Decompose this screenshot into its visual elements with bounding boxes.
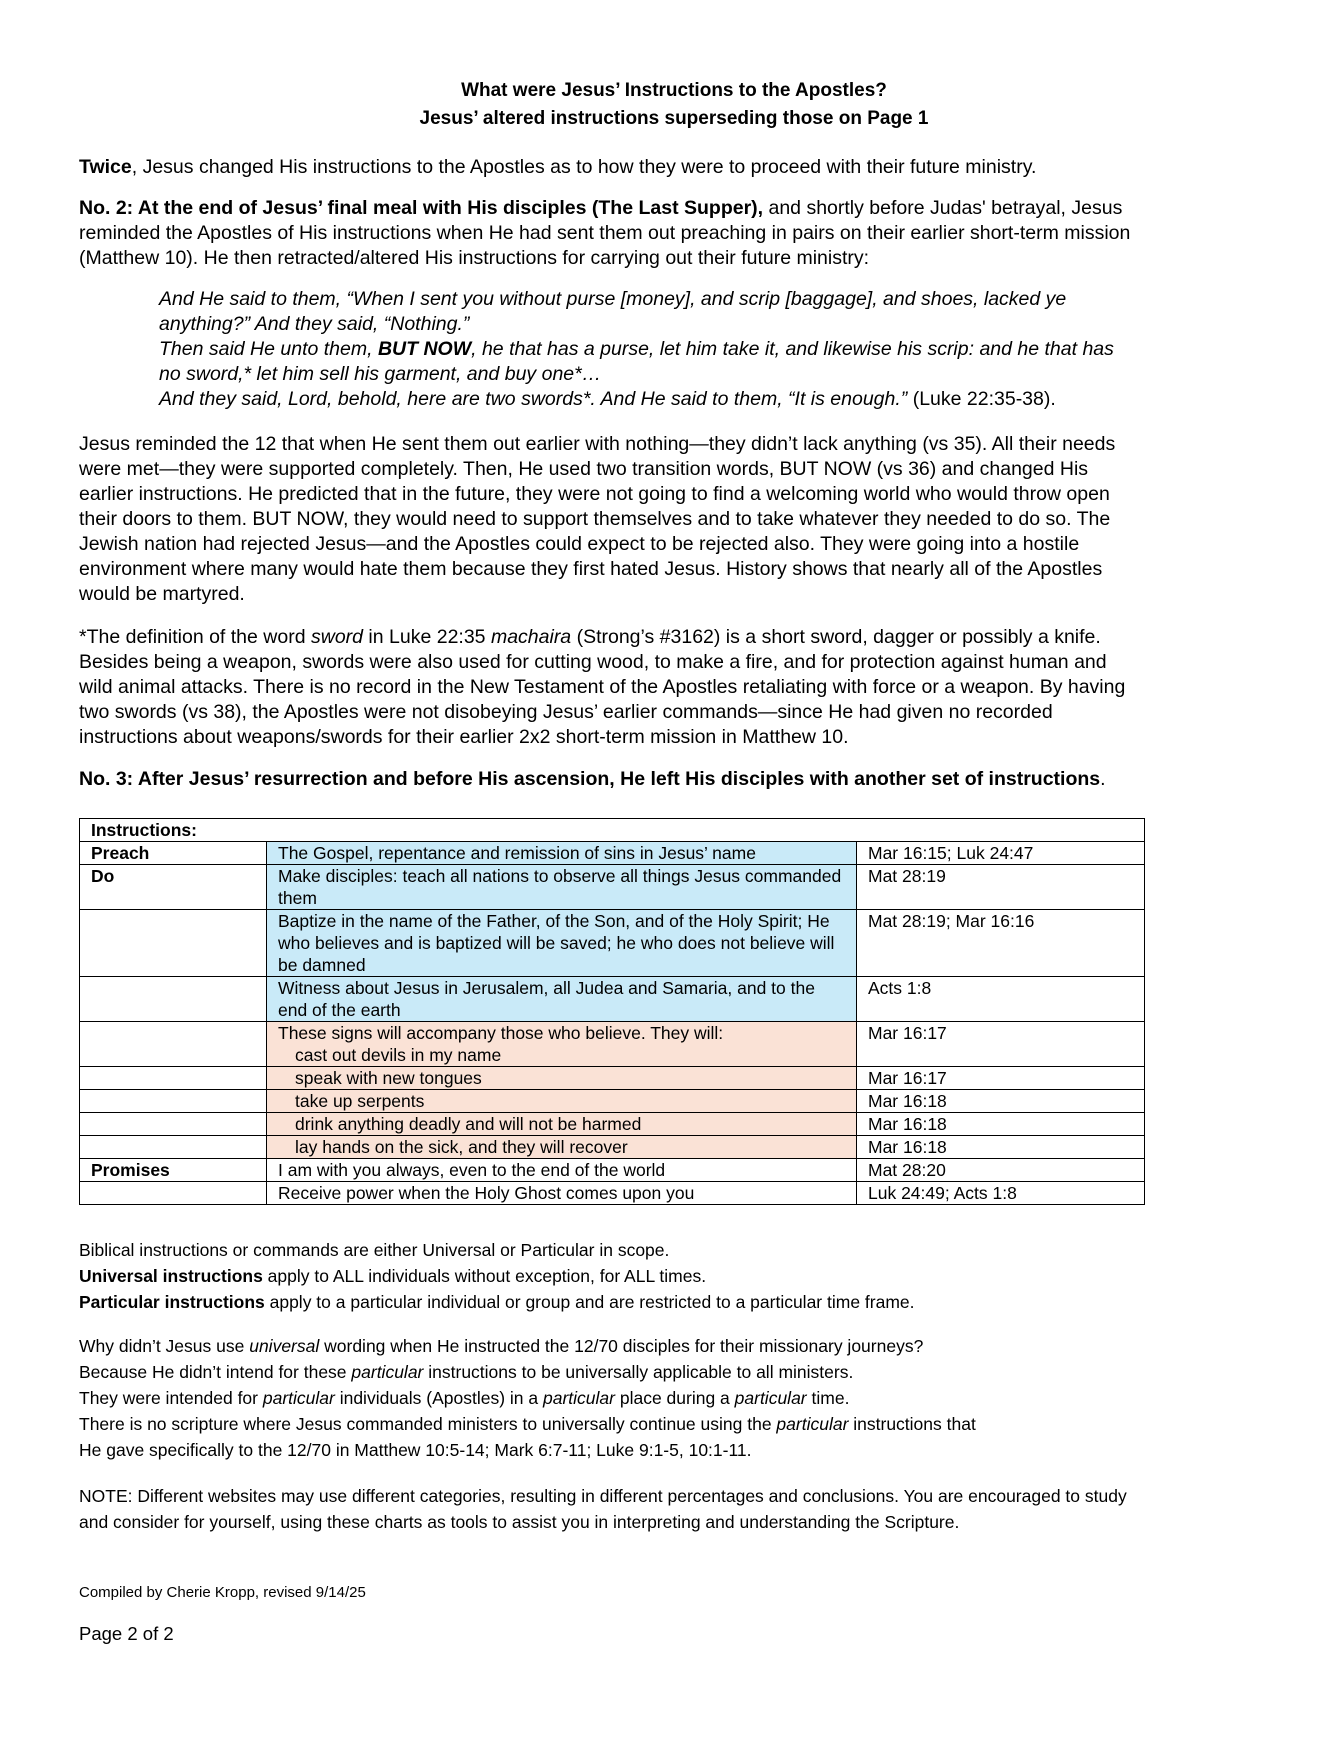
explanation-line: Jewish nation had rejected Jesus—and the Apostles could expect to be rejected also. They were going into a hostile: [79, 533, 1080, 555]
table-row: [80, 1159, 1145, 1182]
table-row: [80, 1067, 1145, 1090]
why-text: instructions that: [848, 1414, 976, 1434]
note-paragraph: [79, 1483, 1127, 1535]
explanation-line: Jesus reminded the 12 that when He sent them out earlier with nothing—they didn’t lack anything (vs 35). All their needs: [79, 433, 1116, 455]
instruction-cell: Baptize in the name of the Father, of the Son, and of the Holy Spirit; He who believes and is baptized will be saved; he who does not believe will be damned: [267, 910, 857, 977]
reference-cell: Luk 24:49; Acts 1:8: [857, 1182, 1145, 1205]
quote-text: And they said, Lord, behold, here are two swords*. And He said to them, “It is enough.”: [159, 388, 908, 410]
quote-line: no sword,* let him sell his garment, and buy one*…: [159, 363, 602, 385]
quote-citation: (Luke 22:35-38).: [907, 388, 1056, 410]
table-row: [80, 1182, 1145, 1205]
why-text: place during a: [614, 1388, 735, 1408]
why-text: wording when He instructed the 12/70 disciples for their missionary journeys?: [319, 1336, 924, 1356]
quote-line: And He said to them, “When I sent you without purse [money], and scrip [baggage], and shoes, lacked ye: [159, 288, 1067, 310]
table-row: [80, 1113, 1145, 1136]
scope-paragraph: [79, 1237, 915, 1315]
note-line: and consider for yourself, using these charts as tools to assist you in interpreting and understanding the Scripture.: [79, 1512, 960, 1532]
instruction-cell: [267, 1067, 857, 1090]
category-cell: Promises: [80, 1159, 267, 1182]
reference-cell: Mar 16:17: [857, 1022, 1145, 1067]
reference-cell: Mar 16:18: [857, 1113, 1145, 1136]
why-text: Because He didn’t intend for these: [79, 1362, 352, 1382]
note-line: instructions about weapons/swords for their earlier 2x2 short-term mission in Matthew 10.: [79, 726, 849, 748]
instruction-cell: [267, 1022, 857, 1067]
instruction-cell: Receive power when the Holy Ghost comes upon you: [267, 1182, 857, 1205]
reference-cell: Mat 28:19; Mar 16:16: [857, 910, 1145, 977]
table-row: [80, 1022, 1145, 1067]
quote-line: anything?” And they said, “Nothing.”: [159, 313, 470, 335]
note-text: in Luke 22:35: [363, 626, 491, 648]
no2-text: and shortly before Judas' betrayal, Jesus: [763, 197, 1123, 219]
scope-line: Biblical instructions or commands are either Universal or Particular in scope.: [79, 1240, 670, 1260]
table-row: [80, 865, 1145, 910]
why-text: There is no scripture where Jesus commanded ministers to universally continue using the: [79, 1414, 777, 1434]
why-text: They were intended for: [79, 1388, 263, 1408]
reference-cell: Mar 16:15; Luk 24:47: [857, 842, 1145, 865]
reference-cell: Acts 1:8: [857, 977, 1145, 1022]
intro-text: , Jesus changed His instructions to the Apostles as to how they were to proceed with their future ministry.: [131, 156, 1037, 178]
instruction-cell: Witness about Jesus in Jerusalem, all Judea and Samaria, and to the end of the earth: [267, 977, 857, 1022]
category-cell: Do: [80, 865, 267, 910]
explanation-line: environment where many would hate them because they first hated Jesus. History shows that nearly all of the Apostles: [79, 558, 1103, 580]
sign-item: lay hands on the sick, and they will recover: [295, 1137, 628, 1157]
why-line: He gave specifically to the 12/70 in Matthew 10:5-14; Mark 6:7-11; Luke 9:1-5, 10:1-11.: [79, 1440, 752, 1460]
explanation-paragraph: [79, 432, 1115, 607]
intro-paragraph: [79, 155, 1036, 180]
page-title: What were Jesus’ Instructions to the Apostles?: [461, 80, 887, 101]
quote-line: [159, 337, 1239, 362]
note-line: Besides being a weapon, swords were also used for cutting wood, to make a fire, and for protection against human and: [79, 651, 1107, 673]
instruction-cell: [267, 1113, 857, 1136]
why-paragraph: [79, 1333, 976, 1463]
category-cell: [80, 1090, 267, 1113]
instruction-cell: [267, 1090, 857, 1113]
note-line: two swords (vs 38), the Apostles were not disobeying Jesus’ earlier commands—since He had given no recorded: [79, 701, 1053, 723]
instruction-cell: [267, 1136, 857, 1159]
why-italic: particular: [351, 1362, 424, 1382]
quote-line: [159, 387, 1239, 412]
note-italic: machaira: [490, 626, 572, 648]
why-text: instructions to be universally applicable to all ministers.: [423, 1362, 854, 1382]
explanation-line: would be martyred.: [79, 583, 245, 605]
category-cell: [80, 1182, 267, 1205]
sign-item: drink anything deadly and will not be harmed: [295, 1114, 642, 1134]
table-row: [80, 910, 1145, 977]
scope-term: Particular instructions: [79, 1292, 265, 1312]
intro-bold: Twice: [79, 156, 132, 178]
category-cell: [80, 977, 267, 1022]
instruction-cell: I am with you always, even to the end of the world: [267, 1159, 857, 1182]
note-italic: sword: [310, 626, 364, 648]
page-subtitle: Jesus’ altered instructions superseding those on Page 1: [419, 108, 929, 129]
table-row: [80, 977, 1145, 1022]
scripture-quote: [159, 287, 1239, 412]
category-cell: Preach: [80, 842, 267, 865]
reference-cell: Mat 28:20: [857, 1159, 1145, 1182]
category-cell: [80, 1113, 267, 1136]
no2-heading: No. 2: At the end of Jesus’ final meal with His disciples (The Last Supper),: [79, 197, 764, 219]
note-line: wild animal attacks. There is no record in the New Testament of the Apostles retaliating with force or a weapon. By having: [79, 676, 1126, 698]
why-italic: particular: [543, 1388, 615, 1408]
no2-text: reminded the Apostles of His instructions when He had sent them out preaching in pairs on their earlier short-term mission: [79, 222, 1131, 244]
quote-text: , he that has a purse, let him take it, and likewise his scrip: and he that has: [471, 338, 1114, 360]
instructions-table: [79, 818, 1145, 1205]
sign-item: speak with new tongues: [295, 1068, 482, 1088]
explanation-line: were met—they were supported completely. Then, He used two transition words, BUT NOW (vs 36) and changed His: [79, 458, 1089, 480]
why-italic: particular: [262, 1388, 335, 1408]
why-text: time.: [806, 1388, 850, 1408]
explanation-line: earlier instructions. He predicted that in the future, they were not going to find a welcoming world who would throw open: [79, 483, 1110, 505]
sign-item: take up serpents: [295, 1091, 425, 1111]
note-line: NOTE: Different websites may use different categories, resulting in different percentages and conclusions. You are encouraged to study: [79, 1486, 1127, 1506]
note-text: *The definition of the word: [79, 626, 311, 648]
reference-cell: Mar 16:18: [857, 1090, 1145, 1113]
why-italic: universal: [249, 1336, 320, 1356]
reference-cell: Mar 16:17: [857, 1067, 1145, 1090]
why-text: individuals (Apostles) in a: [334, 1388, 543, 1408]
table-header: Instructions:: [80, 819, 1145, 842]
quote-emphasis: BUT NOW: [377, 338, 472, 360]
no2-text: (Matthew 10). He then retracted/altered His instructions for carrying out their future ministry:: [79, 247, 870, 269]
category-cell: [80, 910, 267, 977]
sword-note-paragraph: [79, 625, 1125, 750]
sign-item: cast out devils in my name: [295, 1045, 502, 1065]
no3-bold: No. 3: After Jesus’ resurrection and before His ascension, He left His disciples with another set of instructions: [79, 768, 1101, 790]
scope-term: Universal instructions: [79, 1266, 263, 1286]
no3-text: .: [1100, 768, 1106, 790]
no3-heading: [79, 767, 1106, 792]
compiled-by: Compiled by Cherie Kropp, revised 9/14/25: [79, 1584, 366, 1601]
reference-cell: Mar 16:18: [857, 1136, 1145, 1159]
table-row: [80, 842, 1145, 865]
table-row: [80, 1090, 1145, 1113]
why-italic: particular: [734, 1388, 807, 1408]
reference-cell: Mat 28:19: [857, 865, 1145, 910]
scope-definition: apply to ALL individuals without exception, for ALL times.: [262, 1266, 707, 1286]
page-number: Page 2 of 2: [79, 1623, 174, 1644]
explanation-line: their doors to them. BUT NOW, they would need to support themselves and to take whatever they needed to do so. The: [79, 508, 1111, 530]
table-header-row: [80, 819, 1145, 842]
why-italic: particular: [776, 1414, 849, 1434]
why-text: Why didn’t Jesus use: [79, 1336, 250, 1356]
table-row: [80, 1136, 1145, 1159]
no2-paragraph: [79, 196, 1269, 271]
scope-definition: apply to a particular individual or group and are restricted to a particular time frame.: [264, 1292, 915, 1312]
category-cell: [80, 1067, 267, 1090]
category-cell: [80, 1136, 267, 1159]
category-cell: [80, 1022, 267, 1067]
instruction-cell: The Gospel, repentance and remission of sins in Jesus’ name: [267, 842, 857, 865]
note-text: (Strong’s #3162) is a short sword, dagger or possibly a knife.: [571, 626, 1101, 648]
signs-intro: These signs will accompany those who believe. They will:: [278, 1023, 724, 1043]
quote-text: Then said He unto them,: [159, 338, 378, 360]
instruction-cell: Make disciples: teach all nations to observe all things Jesus commanded them: [267, 865, 857, 910]
